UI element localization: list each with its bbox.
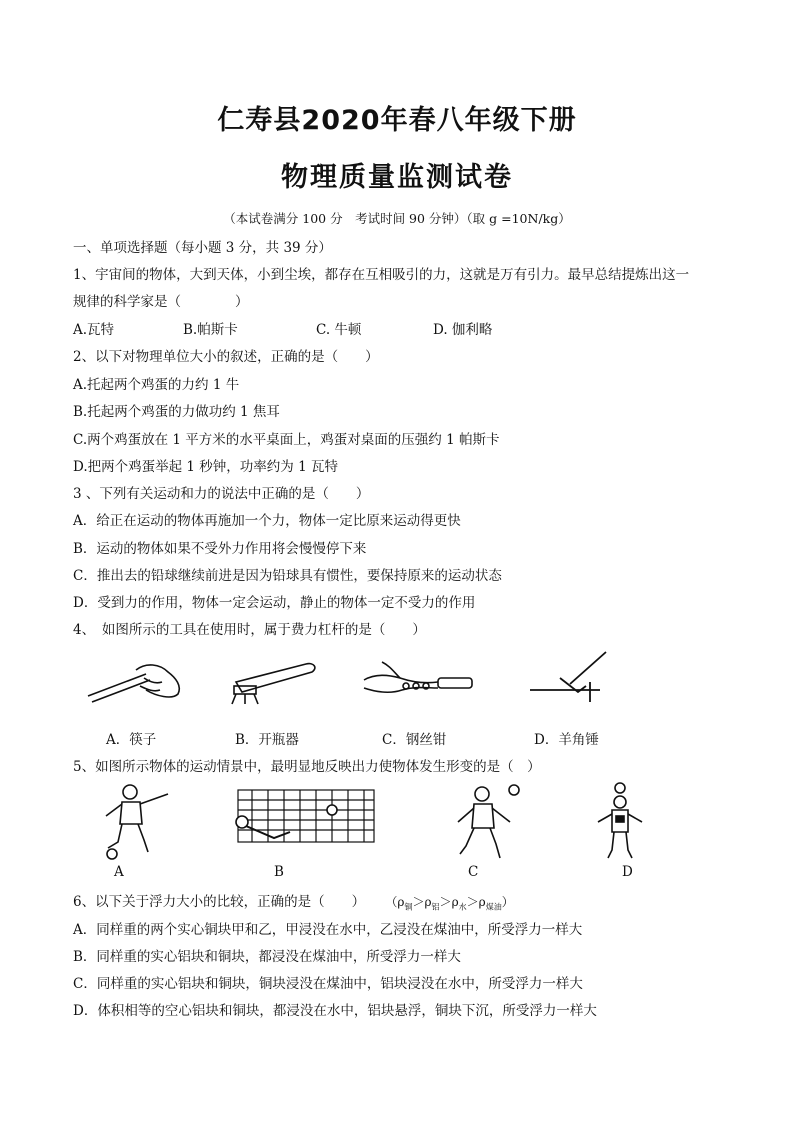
- q1-option-c: C. 牛顿: [316, 322, 362, 338]
- q2-option-b: B.托起两个鸡蛋的力做功约 1 焦耳: [73, 404, 280, 420]
- q3-option-d: D．受到力的作用，物体一定会运动，静止的物体一定不受力的作用: [73, 595, 476, 611]
- q4-caption-c: C．钢丝钳: [382, 732, 447, 748]
- q2-option-a: A.托起两个鸡蛋的力约 1 牛: [73, 377, 240, 393]
- q6-stem-line: [73, 890, 514, 912]
- q4-caption-a: A．筷子: [106, 732, 157, 748]
- q1-option-d: D. 伽利略: [433, 322, 493, 338]
- chopsticks-icon: [86, 656, 186, 706]
- q3-option-b: B．运动的物体如果不受外力作用将会慢慢停下来: [73, 541, 367, 557]
- q1-option-b: B.帕斯卡: [183, 322, 238, 338]
- q5-caption-a: A: [114, 864, 124, 880]
- q3-option-c: C．推出去的铅球继续前进是因为铅球具有惯性，要保持原来的运动状态: [73, 568, 502, 584]
- q3-stem: 3 、下列有关运动和力的说法中正确的是（ ）: [73, 486, 370, 502]
- q1-option-a: A.瓦特: [73, 322, 115, 338]
- kicking-ball-icon: [98, 782, 178, 860]
- page-title-line1: 仁寿县2020年春八年级下册: [217, 105, 577, 136]
- q6-option-a: A．同样重的两个实心铜块甲和乙，甲浸没在水中，乙浸没在煤油中，所受浮力一样大: [73, 922, 583, 938]
- q3-option-a: A．给正在运动的物体再施加一个力，物体一定比原来运动得更快: [73, 513, 461, 529]
- goalkeeper-net-icon: [228, 786, 378, 846]
- q6-stem: 6、以下关于浮力大小的比较，正确的是（ ）: [73, 894, 366, 910]
- q6-density-note: $(\rho_铜>\rho_铝>\rho_水>\rho_{煤油})$: [385, 895, 514, 912]
- q6-option-d: D．体积相等的空心铝块和铜块，都浸没在水中，铝块悬浮，铜块下沉，所受浮力一样大: [73, 1003, 597, 1019]
- claw-hammer-icon: [528, 650, 610, 706]
- q5-caption-c: C: [468, 864, 479, 880]
- q5-caption-d: D: [622, 864, 633, 880]
- q4-stem: 4、 如图所示的工具在使用时，属于费力杠杆的是（ ）: [73, 622, 426, 638]
- q2-option-c: C.两个鸡蛋放在 1 平方米的水平桌面上，鸡蛋对桌面的压强约 1 帕斯卡: [73, 432, 500, 448]
- q4-caption-d: D．羊角锤: [534, 732, 599, 748]
- pliers-icon: [360, 656, 480, 706]
- bottle-opener-icon: [226, 656, 321, 706]
- q2-option-d: D.把两个鸡蛋举起 1 秒钟，功率约为 1 瓦特: [73, 459, 338, 475]
- q6-option-b: B．同样重的实心铝块和铜块，都浸没在煤油中，所受浮力一样大: [73, 949, 461, 965]
- q5-stem: 5、如图所示物体的运动情景中，最明显地反映出力使物体发生形变的是（ ）: [73, 759, 541, 775]
- section-heading: 一、单项选择题（每小题 3 分，共 39 分）: [73, 240, 332, 256]
- heading-ball-icon: [590, 782, 650, 862]
- volleyball-player-icon: [452, 782, 522, 860]
- q5-caption-b: B: [274, 864, 284, 880]
- q6-option-c: C．同样重的实心铝块和铜块，铜块浸没在煤油中，铝块浸没在水中，所受浮力一样大: [73, 976, 583, 992]
- exam-note: （本试卷满分 100 分 考试时间 90 分钟）（取 g =10N/kg）: [223, 211, 571, 226]
- q1-stem-line2: 规律的科学家是（ ）: [73, 294, 249, 310]
- page-title-line2: 物理质量监测试卷: [281, 162, 513, 193]
- q1-stem-line1: 1、宇宙间的物体，大到天体，小到尘埃，都存在互相吸引的力，这就是万有引力。最早总结提炼出这一: [73, 267, 690, 283]
- q2-stem: 2、以下对物理单位大小的叙述，正确的是（ ）: [73, 349, 379, 365]
- q4-caption-b: B．开瓶器: [235, 732, 299, 748]
